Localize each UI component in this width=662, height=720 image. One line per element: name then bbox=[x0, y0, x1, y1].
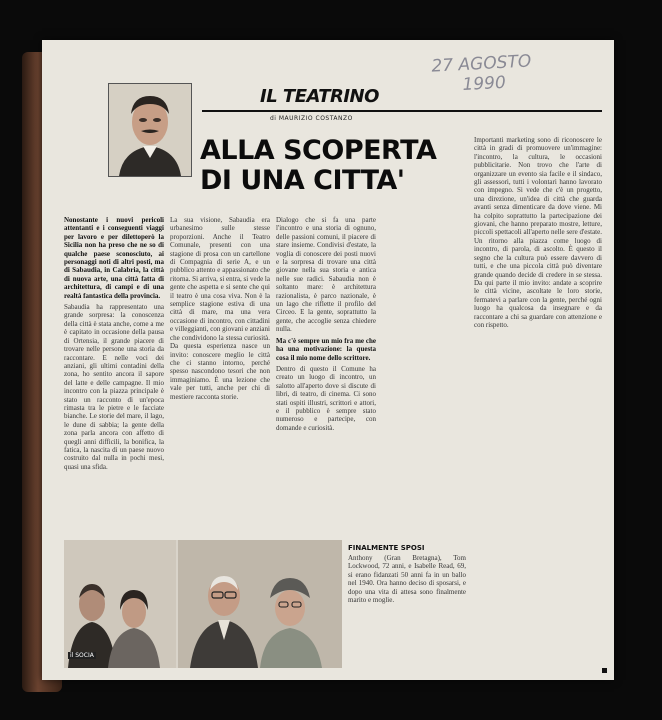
photo-strip-image bbox=[64, 540, 342, 668]
byline: di MAURIZIO COSTANZO bbox=[270, 115, 353, 122]
handwritten-date: 27 AGOSTO 1990 bbox=[431, 51, 532, 96]
article-column-3 bbox=[276, 216, 376, 534]
article-column-2 bbox=[170, 216, 270, 534]
lead-paragraph: Nonostante i nuovi pericoli attentanti e i conseguenti viaggi per lavoro e per dilettoperò la Sicilia non ha preso che ne so di qualche paese sconosciuto, ai personaggi noti di altri posti, ma di Sabaudia, in Calabria, la città di nuova arte, una città fatta di architettura, di campi e di una realtà fantastica della provincia. bbox=[64, 216, 164, 300]
column-2-body: La sua visione, Sabaudia era urbanesimo sulle stesse proporzioni. Anche il Teatro Comunale, presenti con una stagione di prosa con un cartellone di Compagnia di serie A, e un pubblico attento e appassionato che ritorna. Si arriva, si entra, si vede la gente che aspetta e si sente che qui il teatro è una cosa viva. Non è la semplice stagione estiva di una città di mare, ma una vera occasione di incontro, con cittadini e villeggianti, con giovani e anziani che condividono la stessa curiosità. Da questa esperienza nasce un invito: conoscere meglio le città che ci stanno intorno, perché spesso nascondono tesori che non immaginiamo. È una lezione che vale per tutti, anche per chi di mestiere racconta storie. bbox=[170, 216, 270, 401]
column-1-body: Sabaudia ha rappresentato una grande sorpresa: la conoscenza della città è stata anche, come a me è capitato in occasione della pausa di Ortensia, il grande piacere di trovare nelle persone una storia da raccontare. E nelle voci dei anziani, gli ultimi contadini della zona, ho sentito ancora il sapore del latte e delle campagne. Il mio incontro con la piazza principale è stato un racconto di un'epoca rimasta tra le pietre e le facciate bianche. Le storie del mare, il lago, le dune di sabbia; la gente della zona parla ancora con affetto di quegli anni difficili, la bonifica, la fatica, la nascita di un paese nuovo costruito dal nulla in pochi mesi, quasi una sfida. bbox=[64, 303, 164, 471]
column-3-body-2: Dentro di questo il Comune ha creato un luogo di incontro, un salotto all'aperto dove si discute di libri, di teatro, di cinema. Ci sono stati ospiti illustri, scrittori e attori, e il pubblico è sempre stato numeroso e partecipe, con domande e curiosità. bbox=[276, 364, 376, 432]
second-lead-paragraph: Ma c'è sempre un mio fra me che ha una motivazione: la questa cosa il mio nome dello scrittore. bbox=[276, 336, 376, 362]
article-column-1 bbox=[64, 216, 164, 534]
wedding-photos bbox=[64, 540, 342, 668]
portrait-image bbox=[109, 84, 191, 176]
column-3-body: Dialogo che si fa una parte l'incontro e una storia di ognuno, delle passioni comuni, il piacere di stare insieme. Condivisi d'estate, la voglia di conoscere dei posti nuovi e la sorpresa di trovare una città giovane nella sua storia e antica nelle sue radici. Sabaudia non è soltanto mare: è architettura razionalista, è parco nazionale, è un lago che riflette il profilo del Circeo. E la gente, soprattutto la gente, che accoglie senza chiedere nulla. bbox=[276, 216, 376, 334]
author-portrait bbox=[108, 83, 192, 177]
photo-label: il SOCIA bbox=[70, 652, 94, 659]
article-column-4 bbox=[474, 136, 602, 664]
end-of-article-mark bbox=[602, 668, 607, 673]
caption-title: FINALMENTE SPOSI bbox=[348, 544, 425, 552]
column-name: IL TEATRINO bbox=[260, 86, 379, 107]
caption-text: Anthony (Gran Bretagna), Tom Lockwood, 72 anni, e Isabelle Read, 69, si erano fidanzati 50 anni fa in un ballo nel 1940. Ora hanno deciso di sposarsi, e dopo una vita di attesa sono finalmente marito e moglie. bbox=[348, 554, 466, 605]
header-rule bbox=[202, 110, 602, 112]
headline: ALLA SCOPERTA DI UNA CITTA' bbox=[200, 135, 437, 196]
column-4-body: Importanti marketing sono di riconoscere le città in gradi di promuovere un'immagine: l'incontro, la cultura, le occasioni pubblicitarie. Non trovo che l'arte di organizzare un evento sia facile e il sindaco, gli assessori, tutti i volontari hanno lavorato con impegno. Si vede che c'è un progetto, una direzione, un'idea di città che guarda avanti senza dimenticare da dove viene. Mi ha colpito soprattutto la partecipazione dei giovani, che hanno preparato mostre, letture, piccoli spettacoli all'aperto nelle sere d'estate. Un ritorno alla piazza come luogo di incontro, di parola, di ascolto. È questo il segno che la cultura può essere davvero di tutti, e che una piccola città può diventare grande quando decide di credere in se stessa. Da qui parte il mio invito: andate a scoprire le città vicine, ascoltate le loro storie, fermatevi a parlare con la gente, perché ogni luogo ha qualcosa da insegnare e da raccontare a chi sa guardare con attenzione e con rispetto. bbox=[474, 136, 602, 329]
newspaper-clipping bbox=[42, 40, 614, 680]
